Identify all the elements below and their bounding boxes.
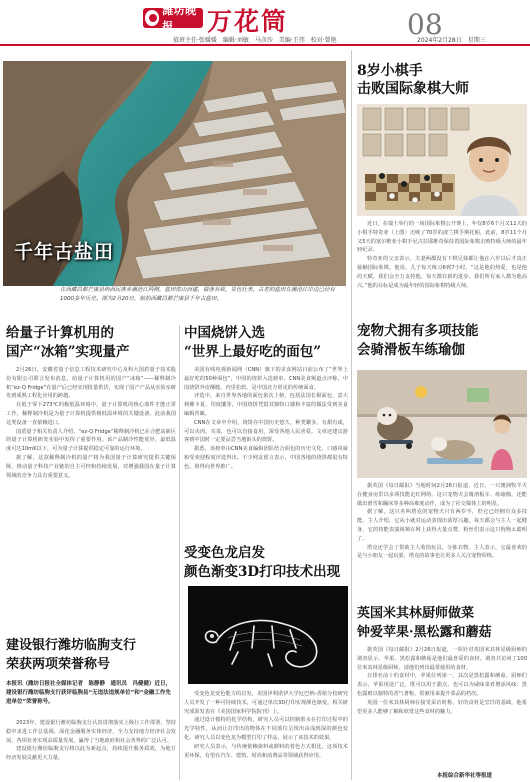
chess-paragraph: 特奇亚的父亲表示，夫妻两都没有下棋兄妹都让他在六岁以后才真正接触国际象棋。他说，儿子每天练习6到7小时。“这是他的热爱，也是他的天赋，我们会全力支持他，每天都有新的进步，我们所有家人都为他高兴。”他的目标是成为最年轻的国际象棋特级大师。 (357, 256, 527, 289)
apple-headline-2: 钟爱苹果·黑松露和蘑菇 (357, 625, 492, 640)
apple-headline-1: 英国米其林厨师做菜 (357, 606, 475, 621)
lizard-paragraph: 通过设计独特的化学结构，研究人员可以控制墨水在打印过程中的光学特性，从而让打印出的物体在不同部位呈现出由浅到深的颜色变化。研究人员以变色龙为模型打印了样品，展示了该技术的效果。 (184, 717, 348, 741)
bread-headline-1: 中国烧饼入选 (184, 325, 265, 341)
bank-byline: 本报讯（潍坊日报社全媒体记者 陈静静 通讯员 冯健健）近日，建设银行潍坊临朐支行获评临朐县“无违法违规单位”和“金融工作先进单位”荣誉称号。 (6, 681, 172, 705)
lizard-headline-2: 颜色渐变3D打印技术出现 (184, 564, 341, 580)
pet-paragraph: 据英国《每日邮报》当地时间2月26日报道，近日，一只澳洲牧羊犬在健身房里以多项技能走红网络。这只宠物犬会骑滑板车、练瑜伽，还能做出滑雪和蹦床等多种高难度动作，成为了社交媒体上的明星。 (357, 483, 527, 507)
chess-paragraph: 近日，在瑞士举行的一场国际象棋公开赛上，年仅8岁6个月又11天的小棋手特奇亚（上图）击败了70岁的波兰棋手斯托帕，此前，8岁11个月又5天的塞尔维亚小棋手尼古拉耶维奇保持着国际象棋击败特级大师的最年轻纪录。 (357, 221, 527, 254)
bank-body (6, 719, 176, 780)
chess-headline-2: 击败国际象棋大师 (357, 81, 469, 97)
bank-paragraph: 2023年，建设银行潍坊临朐支行认真贯彻落实上级行工作部署，坚持稳中求进工作总基调，深化金融服务实体经济，全力支持地方经济社会发展，各项业务实现高质量发展，赢得了当地政府和社会各界的广泛认可。 (6, 720, 176, 744)
issue-date: 2024年2月28日 星期三 (417, 37, 486, 44)
fridge-headline-1: 给量子计算机用的 (6, 325, 114, 341)
pet-headline-2: 会骑滑板车练瑜伽 (357, 342, 465, 358)
chameleon-print-photo (188, 586, 348, 684)
bank-headline-1: 建设银行潍坊临朐支行 (6, 638, 137, 653)
apple-body (357, 646, 527, 770)
apple-paragraph: 英国一位米其林厨师在接受采访时称，好的食材是烹饪的基础，他希望更多人能够了解和欣赏这些食材的魅力。 (357, 699, 527, 715)
brand-logo (143, 4, 203, 33)
fridge-paragraph: 国盾量子相关负责人介绍，“ez-Q Fridge”稀释制冷机已在合肥高新区的量子计算机研发实验中发挥了重要作用。该产品制冷性能优异，最低温度可达10mK以下，可为量子计算提供稳定可靠的运行环境。 (6, 428, 176, 453)
page-number: 08 (407, 8, 443, 41)
bread-paragraph: 评选中，来自世界各地的面包依次上榜，包括法国长棍面包、意大利佛卡夏、印度馕等，中国烧饼凭借其独特口感和丰富的做法受到美食编辑青睐。 (184, 393, 348, 417)
salt-field-caption: 在西藏昌都芒康县纳西民族乡澜沧江两侧，盐田依山而建，错落有致，景色壮美。古老的盐田在澜沧江岸边已经有1000多年历史。图为2月20日，航拍西藏昌都芒康县千年古盐田。 (60, 287, 336, 302)
brand-name: 潍坊晚报 (162, 4, 197, 33)
bread-body (184, 366, 348, 534)
chess-headline-1: 8岁小棋手 (357, 63, 423, 79)
lizard-paragraph: 受变色龙变色能力的启发，美国伊利诺伊大学厄巴纳-香槟分校研究人员开发了一种可持续技术，可通过单次3D打印实现颜色渐变。相关研究成果发表在《美国国家科学院院刊》上。 (184, 691, 348, 715)
apple-paragraph: 据英国《每日邮报》2月26日报道，一项针对英国米其林星级厨师的调查显示，苹果、黑松露和蘑菇是他们最喜爱的食材。调查共访问了100位米其林星级厨师，请他们列出最常使用的食材。 (357, 647, 527, 671)
fridge-headline-2: 国产“冰箱”实现量产 (6, 344, 130, 360)
pet-paragraph: 塔克还学会了帮助主人收拾玩具，分拣衣物。主人表示，它最喜欢的是与小朋友一起玩耍，塔克的故事也让更多人关注宠物训练。 (357, 544, 527, 560)
fridge-body (6, 366, 176, 624)
masthead (0, 0, 530, 44)
apple-source: 本报综合新华社等报道 (437, 773, 493, 779)
pet-dog-photo (357, 370, 527, 478)
fridge-paragraph: 在低于零下273℃的极低温环境中，量子计算机的核心部件才能正常工作，稀释制冷机是为量子计算机提供极低温环境的关键设备。此前我国这类设备一直依赖进口。 (6, 402, 176, 426)
apple-paragraph: 在排名前十的食材中，苹果位列第一，其次是黑松露和蘑菇。厨师们表示，苹果用途广泛，既可以用于甜点，也可以为咸味菜肴增添风味；黑松露则以独特的香气著称，常被用来提升菜品的档次。 (357, 673, 527, 697)
pet-headline-1: 宠物犬拥有多项技能 (357, 323, 479, 339)
fridge-paragraph: 据了解，这款稀释制冷机的量产将为我国量子计算研究提供关键保障，推动量子科技产业链的自主可控和持续发展，对增强我国在量子计算领域的竞争力具有重要意义。 (6, 454, 176, 479)
editor-credits: 值班主任·张媛媛 编辑·刘敏 马彦莎 美编·王伟 校对·曾艳 (173, 37, 337, 44)
salt-field-headline: 千年古盐田 (14, 241, 115, 263)
bread-paragraph: 据悉，该榜单由CNN美食编辑团队结合面包的历史文化、口感风味和受欢迎程度评选得出。不少网友留言表示，中国各地的烧饼都很有特色，值得向世界推广。 (184, 446, 348, 470)
bread-headline-2: “世界上最好吃的面包” (184, 344, 322, 360)
lizard-headline-1: 受变色龙启发 (184, 545, 265, 561)
column-divider (351, 50, 352, 780)
column-divider (179, 325, 180, 780)
bread-paragraph: CNN在文章中介绍，烧饼在中国历史悠久，种类繁多，有甜有咸，可以夹肉、夹菜，也可以直接食用，深受各地人民喜爱。文章还建议游客到中国时一定要品尝当地街头的烧饼。 (184, 419, 348, 444)
pet-body (357, 482, 527, 594)
fridge-paragraph: 2月26日，安徽省量子信息工程技术研究中心及科大国盾量子技术股份有限公司联合发布消息，给量子计算机用的国产“冰箱”——稀释制冷机“ez-Q Fridge”在量产后已经实现批量供货，实现了国产产品从实验室研发到成熟工程化应用的跨越。 (6, 367, 176, 400)
bread-paragraph: 美国有线电视新闻网（CNN）旗下的美食网站日前公布了“世界上最好吃的50种面包”，中国的烧饼入选榜单。CNN美食频道点评称，中国烧饼外皮酥脆、内里松软，是中国北方常见的传统面食。 (184, 367, 348, 391)
bank-paragraph: 建设银行潍坊临朐支行将以此为新起点，持续提升服务质效，为地方经济发展贡献更大力量。 (6, 746, 176, 762)
masthead-rule (0, 44, 530, 46)
pet-paragraph: 据了解，这只名叫塔克的宠物犬只有两岁半，但它已经拥有众多技能。主人介绍，它从小就对运动表现出浓厚兴趣，每天都会与主人一起健身。它的技能表演视频在网上获得大量点赞，粉丝们表示这只狗狗太聪明了。 (357, 509, 527, 542)
chess-player-photo (357, 104, 527, 216)
brand-mark-icon (145, 10, 159, 26)
section-title: 万花筒 (207, 7, 289, 36)
lizard-body (184, 690, 348, 780)
bank-headline-2: 荣获两项荣誉称号 (6, 657, 111, 672)
lizard-paragraph: 研究人员表示，与传统依赖染料或颜料的着色方式相比，这项技术更环保，有望在汽车、建筑、时尚和消费品等领域获得应用。 (184, 743, 348, 759)
chess-body (357, 220, 527, 312)
